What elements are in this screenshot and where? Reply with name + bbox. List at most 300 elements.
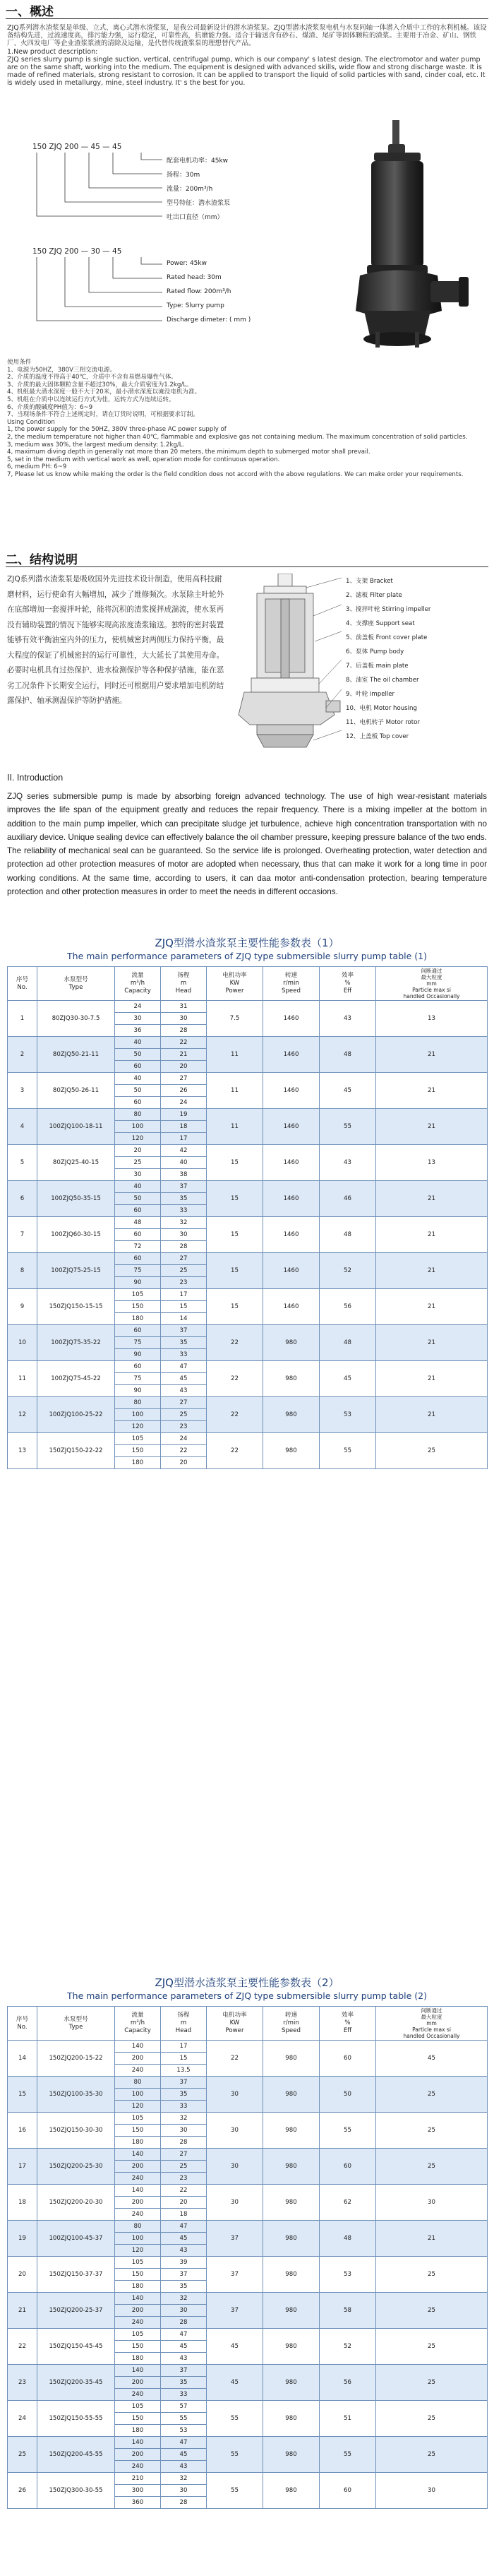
capacity-cell: 180 bbox=[115, 2281, 161, 2293]
performance-table-1 bbox=[7, 966, 488, 1469]
model-cn-label-head: 扬程：30m bbox=[167, 172, 200, 179]
table-row bbox=[8, 1037, 488, 1049]
legend-item-bracket: 1、支架 Bracket bbox=[346, 578, 393, 585]
efficiency-cell: 43 bbox=[320, 1001, 376, 1037]
capacity-cell: 200 bbox=[115, 2053, 161, 2065]
efficiency-cell: 51 bbox=[320, 2401, 376, 2437]
row-number-cell: 13 bbox=[8, 1433, 37, 1469]
legend-item-top-cover: 12、上盖板 Top cover bbox=[346, 733, 409, 740]
table2-header-capacity: 流量 m³/h Capacity bbox=[115, 2007, 161, 2041]
speed-cell: 980 bbox=[263, 1325, 320, 1361]
table-row bbox=[8, 2329, 488, 2341]
capacity-cell: 105 bbox=[115, 2401, 161, 2413]
speed-cell: 980 bbox=[263, 2221, 320, 2257]
row-number-cell: 1 bbox=[8, 1001, 37, 1037]
table-row bbox=[8, 2257, 488, 2269]
efficiency-cell: 52 bbox=[320, 2329, 376, 2365]
efficiency-cell: 55 bbox=[320, 1109, 376, 1145]
legend-item-main-plate: 7、后盖板 main plate bbox=[346, 663, 409, 670]
power-cell: 37 bbox=[207, 2293, 263, 2329]
head-cell: 47 bbox=[161, 2437, 207, 2449]
head-cell: 15 bbox=[161, 1301, 207, 1313]
particle-size-cell: 25 bbox=[376, 2113, 488, 2149]
pump-type-cell: 80ZJQ30-30-7.5 bbox=[37, 1001, 115, 1037]
capacity-cell: 240 bbox=[115, 2461, 161, 2473]
capacity-cell: 80 bbox=[115, 1109, 161, 1121]
capacity-cell: 40 bbox=[115, 1181, 161, 1193]
capacity-cell: 30 bbox=[115, 1169, 161, 1181]
capacity-cell: 240 bbox=[115, 2173, 161, 2185]
speed-cell: 980 bbox=[263, 2149, 320, 2185]
table1-header-head: 扬程 m Head bbox=[161, 967, 207, 1001]
pump-type-cell: 80ZJQ50-26-11 bbox=[37, 1073, 115, 1109]
row-number-cell: 24 bbox=[8, 2401, 37, 2437]
head-cell: 43 bbox=[161, 2461, 207, 2473]
capacity-cell: 80 bbox=[115, 2221, 161, 2233]
pump-type-cell: 150ZJQ200-35-45 bbox=[37, 2365, 115, 2401]
pump-type-cell: 100ZJQ100-25-22 bbox=[37, 1397, 115, 1433]
speed-cell: 1460 bbox=[263, 1217, 320, 1253]
table2-header-speed: 转速 r/min Speed bbox=[263, 2007, 320, 2041]
condition-cn-item: 3、介质的最大固体颗粒含量不超过30%，最大介质密度为1.2kg/L。 bbox=[7, 381, 193, 388]
head-cell: 25 bbox=[161, 2161, 207, 2173]
capacity-cell: 105 bbox=[115, 2329, 161, 2341]
legend-item-motor-housing: 10、电机 Motor housing bbox=[346, 705, 417, 712]
introduction-paragraph: ZJQ series submersible pump is made by absorbing foreign advanced technology. The use of high wear-resistant materials improves the life span of the equipment greatly and reduces the repair frequency. There is a mixing impeller at the bottom in addition to the main pump impeller, which can precipitate sludge jet turbulence, achieve high concentration transportation with no auxiliary device. Unique sealing device can effectively balance the oil chamber pressure, keeping pressure balance of the two ends. The reliability of mechanical seal can be guaranteed. So the service life is prolonged. Overheating protection, water detection and protection ad other protection measures of motor are adopted when necessary, thus that can make it work for a long time in poor working conditions. At the same time, according to users, it can daa motor anti-condensation protection, bearing temperature protection and other protection measures in order to meet the needs in different occasions. bbox=[7, 792, 488, 897]
speed-cell: 980 bbox=[263, 2185, 320, 2221]
pump-type-cell: 150ZJQ150-30-30 bbox=[37, 2113, 115, 2149]
head-cell: 30 bbox=[161, 2125, 207, 2137]
row-number-cell: 8 bbox=[8, 1253, 37, 1289]
head-cell: 20 bbox=[161, 2197, 207, 2209]
power-cell: 55 bbox=[207, 2437, 263, 2473]
head-cell: 22 bbox=[161, 1037, 207, 1049]
table-row bbox=[8, 1181, 488, 1193]
table-row bbox=[8, 2437, 488, 2449]
legend-item-oil-chamber: 8、油室 The oil chamber bbox=[346, 677, 419, 684]
table2-header-particle: 间断通过 最大粒度 mm Particle max si handled Occasionally bbox=[376, 2007, 488, 2041]
speed-cell: 1460 bbox=[263, 1037, 320, 1073]
head-cell: 27 bbox=[161, 1253, 207, 1265]
power-cell: 15 bbox=[207, 1289, 263, 1325]
table-row bbox=[8, 1253, 488, 1265]
pump-type-cell: 150ZJQ100-35-30 bbox=[37, 2077, 115, 2113]
head-cell: 20 bbox=[161, 1457, 207, 1469]
table-row bbox=[8, 1217, 488, 1229]
table2-header-type: 水泵型号 Type bbox=[37, 2007, 115, 2041]
table1-body bbox=[8, 1001, 488, 1469]
speed-cell: 1460 bbox=[263, 1001, 320, 1037]
condition-en-item: 5, set in the medium with vertical work as well, operation mode for continuous operation. bbox=[7, 456, 280, 463]
capacity-cell: 25 bbox=[115, 1157, 161, 1169]
capacity-cell: 150 bbox=[115, 2341, 161, 2353]
pump-type-cell: 100ZJQ75-25-15 bbox=[37, 1253, 115, 1289]
head-cell: 17 bbox=[161, 1133, 207, 1145]
condition-cn-item: 1、电源为50HZ，380V三相交流电源。 bbox=[7, 366, 116, 374]
capacity-cell: 90 bbox=[115, 1277, 161, 1289]
head-cell: 53 bbox=[161, 2425, 207, 2437]
overview-divider bbox=[6, 18, 488, 19]
model-cn-label-type: 型号特征：潜水渣浆泵 bbox=[167, 200, 231, 207]
head-cell: 30 bbox=[161, 1229, 207, 1241]
condition-en-item: 1, the power supply for the 50HZ, 380V three-phase AC power supply of bbox=[7, 426, 227, 434]
table2-title-en: The main performance parameters of ZJQ type submersible slurry pump table (2) bbox=[67, 1990, 427, 2001]
table-row bbox=[8, 1289, 488, 1301]
head-cell: 35 bbox=[161, 2377, 207, 2389]
table1-header-eff: 效率 % Eff bbox=[320, 967, 376, 1001]
power-cell: 30 bbox=[207, 2149, 263, 2185]
power-cell: 55 bbox=[207, 2401, 263, 2437]
capacity-cell: 24 bbox=[115, 1001, 161, 1013]
head-cell: 47 bbox=[161, 1361, 207, 1373]
power-cell: 15 bbox=[207, 1145, 263, 1181]
power-cell: 11 bbox=[207, 1073, 263, 1109]
table1-title-cn: ZJQ型潜水渣浆泵主要性能参数表（1） bbox=[155, 937, 339, 949]
capacity-cell: 210 bbox=[115, 2473, 161, 2485]
particle-size-cell: 25 bbox=[376, 2293, 488, 2329]
capacity-cell: 200 bbox=[115, 2197, 161, 2209]
condition-en-item: 6, medium PH: 6~9 bbox=[7, 463, 67, 471]
speed-cell: 1460 bbox=[263, 1073, 320, 1109]
head-cell: 55 bbox=[161, 2413, 207, 2425]
efficiency-cell: 48 bbox=[320, 1325, 376, 1361]
condition-en-item: 3, medium was 30%, the largest medium density: 1.2kg/L. bbox=[7, 441, 185, 449]
head-cell: 27 bbox=[161, 1397, 207, 1409]
power-cell: 22 bbox=[207, 1397, 263, 1433]
head-cell: 28 bbox=[161, 2497, 207, 2509]
head-cell: 19 bbox=[161, 1109, 207, 1121]
capacity-cell: 240 bbox=[115, 2065, 161, 2077]
model-en-label-head: Rated head: 30m bbox=[167, 274, 222, 281]
head-cell: 35 bbox=[161, 1193, 207, 1205]
table1-header-no: 序号 No. bbox=[8, 967, 37, 1001]
head-cell: 14 bbox=[161, 1313, 207, 1325]
condition-cn-item: 7、当现场条件不符合上述规定时，请在订货时说明，可根据要求订制。 bbox=[7, 411, 199, 419]
efficiency-cell: 60 bbox=[320, 2149, 376, 2185]
head-cell: 57 bbox=[161, 2401, 207, 2413]
legend-item-impeller: 9、叶轮 impeller bbox=[346, 691, 395, 698]
row-number-cell: 3 bbox=[8, 1073, 37, 1109]
capacity-cell: 200 bbox=[115, 2449, 161, 2461]
condition-cn-item: 5、机组在介质中以连续运行方式为佳，运转方式为连续运转。 bbox=[7, 396, 175, 403]
power-cell: 30 bbox=[207, 2077, 263, 2113]
row-number-cell: 6 bbox=[8, 1181, 37, 1217]
model-cn-label-power: 配套电机功率：45kw bbox=[167, 158, 229, 165]
table1-header-power: 电机功率 KW Power bbox=[207, 967, 263, 1001]
head-cell: 47 bbox=[161, 2329, 207, 2341]
introduction-title: II. Introduction bbox=[7, 773, 64, 783]
power-cell: 30 bbox=[207, 2185, 263, 2221]
capacity-cell: 150 bbox=[115, 2413, 161, 2425]
capacity-cell: 120 bbox=[115, 2245, 161, 2257]
capacity-cell: 360 bbox=[115, 2497, 161, 2509]
capacity-cell: 72 bbox=[115, 1241, 161, 1253]
head-cell: 20 bbox=[161, 1061, 207, 1073]
head-cell: 21 bbox=[161, 1049, 207, 1061]
table1-header-capacity: 流量 m³/h Capacity bbox=[115, 967, 161, 1001]
head-cell: 28 bbox=[161, 2317, 207, 2329]
particle-size-cell: 21 bbox=[376, 1289, 488, 1325]
capacity-cell: 240 bbox=[115, 2317, 161, 2329]
pump-type-cell: 100ZJQ75-35-22 bbox=[37, 1325, 115, 1361]
table-row bbox=[8, 2041, 488, 2053]
power-cell: 15 bbox=[207, 1217, 263, 1253]
table-row bbox=[8, 1433, 488, 1445]
head-cell: 43 bbox=[161, 2245, 207, 2257]
model-code-en-diagram bbox=[28, 256, 212, 340]
efficiency-cell: 56 bbox=[320, 2365, 376, 2401]
condition-en-item: 7, Please let us know while making the order is the field condition does not accord with the above regulations. We can make order your requirements. bbox=[7, 470, 464, 478]
speed-cell: 1460 bbox=[263, 1253, 320, 1289]
capacity-cell: 60 bbox=[115, 1097, 161, 1109]
head-cell: 24 bbox=[161, 1097, 207, 1109]
head-cell: 27 bbox=[161, 1073, 207, 1085]
table-row bbox=[8, 2293, 488, 2305]
capacity-cell: 140 bbox=[115, 2293, 161, 2305]
power-cell: 30 bbox=[207, 2113, 263, 2149]
model-en-label-flow: Rated flow: 200m³/h bbox=[167, 288, 231, 295]
speed-cell: 1460 bbox=[263, 1109, 320, 1145]
head-cell: 37 bbox=[161, 2077, 207, 2089]
pump-type-cell: 80ZJQ25-40-15 bbox=[37, 1145, 115, 1181]
particle-size-cell: 25 bbox=[376, 1433, 488, 1469]
row-number-cell: 14 bbox=[8, 2041, 37, 2077]
pump-type-cell: 150ZJQ150-37-37 bbox=[37, 2257, 115, 2293]
head-cell: 37 bbox=[161, 2365, 207, 2377]
head-cell: 23 bbox=[161, 1421, 207, 1433]
capacity-cell: 20 bbox=[115, 1145, 161, 1157]
particle-size-cell: 21 bbox=[376, 2221, 488, 2257]
structure-divider bbox=[6, 566, 488, 567]
capacity-cell: 140 bbox=[115, 2437, 161, 2449]
head-cell: 17 bbox=[161, 2041, 207, 2053]
head-cell: 30 bbox=[161, 2485, 207, 2497]
capacity-cell: 150 bbox=[115, 2125, 161, 2137]
legend-item-stirring-impeller: 3、搅拌叶轮 Stirring impeller bbox=[346, 606, 431, 613]
particle-size-cell: 21 bbox=[376, 1253, 488, 1289]
particle-size-cell: 45 bbox=[376, 2041, 488, 2077]
particle-size-cell: 21 bbox=[376, 1073, 488, 1109]
table2-header-eff: 效率 % Eff bbox=[320, 2007, 376, 2041]
table-row bbox=[8, 1145, 488, 1157]
table-row bbox=[8, 2365, 488, 2377]
pump-type-cell: 80ZJQ50-21-11 bbox=[37, 1037, 115, 1073]
pump-type-cell: 150ZJQ200-15-22 bbox=[37, 2041, 115, 2077]
efficiency-cell: 55 bbox=[320, 2437, 376, 2473]
efficiency-cell: 60 bbox=[320, 2473, 376, 2509]
speed-cell: 980 bbox=[263, 1433, 320, 1469]
capacity-cell: 100 bbox=[115, 2089, 161, 2101]
new-product-label: 1.New product description: bbox=[7, 47, 98, 56]
capacity-cell: 150 bbox=[115, 2269, 161, 2281]
head-cell: 32 bbox=[161, 1217, 207, 1229]
row-number-cell: 5 bbox=[8, 1145, 37, 1181]
head-cell: 37 bbox=[161, 1325, 207, 1337]
table-row bbox=[8, 2401, 488, 2413]
pump-type-cell: 100ZJQ100-45-37 bbox=[37, 2221, 115, 2257]
particle-size-cell: 25 bbox=[376, 2437, 488, 2473]
pump-type-cell: 150ZJQ150-22-22 bbox=[37, 1433, 115, 1469]
power-cell: 22 bbox=[207, 1361, 263, 1397]
model-code-cn: 150 ZJQ 200 — 45 — 45 bbox=[32, 143, 122, 151]
head-cell: 23 bbox=[161, 1277, 207, 1289]
capacity-cell: 140 bbox=[115, 2041, 161, 2053]
efficiency-cell: 48 bbox=[320, 1217, 376, 1253]
using-conditions bbox=[7, 359, 487, 479]
power-cell: 37 bbox=[207, 2257, 263, 2293]
head-cell: 23 bbox=[161, 2173, 207, 2185]
row-number-cell: 19 bbox=[8, 2221, 37, 2257]
capacity-cell: 180 bbox=[115, 2137, 161, 2149]
pump-cross-section bbox=[236, 574, 342, 750]
head-cell: 25 bbox=[161, 1265, 207, 1277]
capacity-cell: 75 bbox=[115, 1265, 161, 1277]
model-en-label-discharge: Discharge dimeter: ( mm ) bbox=[167, 316, 251, 324]
table-row bbox=[8, 2149, 488, 2161]
head-cell: 28 bbox=[161, 1241, 207, 1253]
head-cell: 45 bbox=[161, 2233, 207, 2245]
capacity-cell: 80 bbox=[115, 2077, 161, 2089]
overview-cn-text: ZJQ系列潜水渣浆泵是单级、立式、离心式潜水渣浆泵，是我公司最新设计的潜水渣浆泵。ZJQ型潜水渣浆泵电机与水泵同轴一体潜入介质中工作的水利机械。该设备结构先进，过流速度高，排污能力强，运行稳定，可靠性高，抗磨能力强。适合于输送含有砂石、煤渣、尾矿等固体颗粒的渣浆。主要用于冶金、矿山、钢铁厂、火四发电厂等企业渣浆浆液的清除及运输，是代替传统渣浆泵的理想替代产品。 bbox=[7, 24, 487, 48]
head-cell: 32 bbox=[161, 2113, 207, 2125]
pump-type-cell: 150ZJQ150-55-55 bbox=[37, 2401, 115, 2437]
head-cell: 13.5 bbox=[161, 2065, 207, 2077]
table-row bbox=[8, 2077, 488, 2089]
efficiency-cell: 55 bbox=[320, 1433, 376, 1469]
table-row bbox=[8, 1361, 488, 1373]
table2-header-row bbox=[8, 2007, 488, 2041]
table2-header-no: 序号 No. bbox=[8, 2007, 37, 2041]
head-cell: 45 bbox=[161, 1373, 207, 1385]
row-number-cell: 18 bbox=[8, 2185, 37, 2221]
legend-item-motor-rotor: 11、电机转子 Motor rotor bbox=[346, 719, 420, 726]
speed-cell: 980 bbox=[263, 2329, 320, 2365]
speed-cell: 980 bbox=[263, 2077, 320, 2113]
table-row bbox=[8, 2473, 488, 2485]
row-number-cell: 11 bbox=[8, 1361, 37, 1397]
pump-type-cell: 100ZJQ100-18-11 bbox=[37, 1109, 115, 1145]
legend-item-pump-body: 6、泵体 Pump body bbox=[346, 648, 404, 655]
efficiency-cell: 62 bbox=[320, 2185, 376, 2221]
capacity-cell: 80 bbox=[115, 1397, 161, 1409]
power-cell: 22 bbox=[207, 1433, 263, 1469]
table2-header-power: 电机功率 KW Power bbox=[207, 2007, 263, 2041]
table-row bbox=[8, 1109, 488, 1121]
head-cell: 33 bbox=[161, 1349, 207, 1361]
performance-table-2 bbox=[7, 2006, 488, 2509]
capacity-cell: 200 bbox=[115, 2305, 161, 2317]
table1-title-en: The main performance parameters of ZJQ type submersible slurry pump table (1) bbox=[67, 951, 427, 961]
head-cell: 33 bbox=[161, 2101, 207, 2113]
head-cell: 42 bbox=[161, 1145, 207, 1157]
particle-size-cell: 21 bbox=[376, 1181, 488, 1217]
particle-size-cell: 30 bbox=[376, 2185, 488, 2221]
head-cell: 32 bbox=[161, 2473, 207, 2485]
efficiency-cell: 56 bbox=[320, 1289, 376, 1325]
head-cell: 35 bbox=[161, 2089, 207, 2101]
capacity-cell: 105 bbox=[115, 1433, 161, 1445]
capacity-cell: 40 bbox=[115, 1073, 161, 1085]
pump-photo bbox=[332, 120, 473, 353]
capacity-cell: 36 bbox=[115, 1025, 161, 1037]
table-row bbox=[8, 1001, 488, 1013]
model-code-en: 150 ZJQ 200 — 30 — 45 bbox=[32, 247, 122, 256]
particle-size-cell: 13 bbox=[376, 1145, 488, 1181]
head-cell: 22 bbox=[161, 2185, 207, 2197]
pump-type-cell: 150ZJQ200-20-30 bbox=[37, 2185, 115, 2221]
structure-cn-paragraph: ZJQ系列潜水渣浆泵是吸收国外先进技术设计制造，使用高科技耐磨材料，运行使命有大幅增加，减少了维修频次。水泵除主叶轮外在底部增加一套搅拌叶轮，能将沉积的渣浆搅拌成湍流，使水泵再没有辅助装置的情况下能够实现高浓度渣浆输送。独特的密封装置能够有效平衡油室内外的压力，使机械密封两侧压力保持平衡，最大程度的保证了机械密封的运行可靠性，大大延长了其使用寿命。必要时电机具有过热保护、进水检测保护等各种保护措施，能在恶劣工况条件下长期安全运行，同时还可根据用户要求增加电机防结露保护、轴承测温保护等防护措施。 bbox=[7, 575, 224, 705]
table1-header-particle: 间断通过 最大粒度 mm Particle max si handled Occasionally bbox=[376, 967, 488, 1001]
head-cell: 27 bbox=[161, 2149, 207, 2161]
speed-cell: 1460 bbox=[263, 1181, 320, 1217]
table1-header-row bbox=[8, 967, 488, 1001]
row-number-cell: 22 bbox=[8, 2329, 37, 2365]
table1-header-speed: 转速 r/min Speed bbox=[263, 967, 320, 1001]
speed-cell: 980 bbox=[263, 2437, 320, 2473]
speed-cell: 1460 bbox=[263, 1145, 320, 1181]
efficiency-cell: 43 bbox=[320, 1145, 376, 1181]
model-cn-label-discharge: 吐出口直径（mm） bbox=[167, 214, 224, 221]
efficiency-cell: 46 bbox=[320, 1181, 376, 1217]
capacity-cell: 120 bbox=[115, 1133, 161, 1145]
capacity-cell: 50 bbox=[115, 1049, 161, 1061]
row-number-cell: 7 bbox=[8, 1217, 37, 1253]
capacity-cell: 180 bbox=[115, 1313, 161, 1325]
table2-header-head: 扬程 m Head bbox=[161, 2007, 207, 2041]
table-row bbox=[8, 2113, 488, 2125]
capacity-cell: 60 bbox=[115, 1253, 161, 1265]
head-cell: 45 bbox=[161, 2449, 207, 2461]
power-cell: 22 bbox=[207, 2041, 263, 2077]
efficiency-cell: 53 bbox=[320, 2257, 376, 2293]
efficiency-cell: 58 bbox=[320, 2293, 376, 2329]
capacity-cell: 140 bbox=[115, 2365, 161, 2377]
efficiency-cell: 55 bbox=[320, 2113, 376, 2149]
capacity-cell: 180 bbox=[115, 2425, 161, 2437]
capacity-cell: 90 bbox=[115, 1349, 161, 1361]
capacity-cell: 60 bbox=[115, 1061, 161, 1073]
head-cell: 24 bbox=[161, 1433, 207, 1445]
power-cell: 7.5 bbox=[207, 1001, 263, 1037]
capacity-cell: 75 bbox=[115, 1373, 161, 1385]
speed-cell: 980 bbox=[263, 2473, 320, 2509]
head-cell: 37 bbox=[161, 2269, 207, 2281]
pump-type-cell: 100ZJQ50-35-15 bbox=[37, 1181, 115, 1217]
row-number-cell: 23 bbox=[8, 2365, 37, 2401]
capacity-cell: 75 bbox=[115, 1337, 161, 1349]
particle-size-cell: 25 bbox=[376, 2077, 488, 2113]
capacity-cell: 60 bbox=[115, 1361, 161, 1373]
capacity-cell: 200 bbox=[115, 2161, 161, 2173]
head-cell: 30 bbox=[161, 1013, 207, 1025]
table-row bbox=[8, 1397, 488, 1409]
capacity-cell: 60 bbox=[115, 1205, 161, 1217]
head-cell: 35 bbox=[161, 2281, 207, 2293]
particle-size-cell: 21 bbox=[376, 1109, 488, 1145]
row-number-cell: 9 bbox=[8, 1289, 37, 1325]
pump-type-cell: 150ZJQ150-45-45 bbox=[37, 2329, 115, 2365]
capacity-cell: 180 bbox=[115, 2353, 161, 2365]
overview-cn-paragraph bbox=[7, 24, 487, 88]
speed-cell: 980 bbox=[263, 2401, 320, 2437]
head-cell: 40 bbox=[161, 1157, 207, 1169]
power-cell: 15 bbox=[207, 1253, 263, 1289]
capacity-cell: 180 bbox=[115, 1457, 161, 1469]
speed-cell: 980 bbox=[263, 2113, 320, 2149]
legend-item-support-seat: 4、支撑座 Support seat bbox=[346, 620, 415, 627]
power-cell: 55 bbox=[207, 2473, 263, 2509]
head-cell: 32 bbox=[161, 2293, 207, 2305]
